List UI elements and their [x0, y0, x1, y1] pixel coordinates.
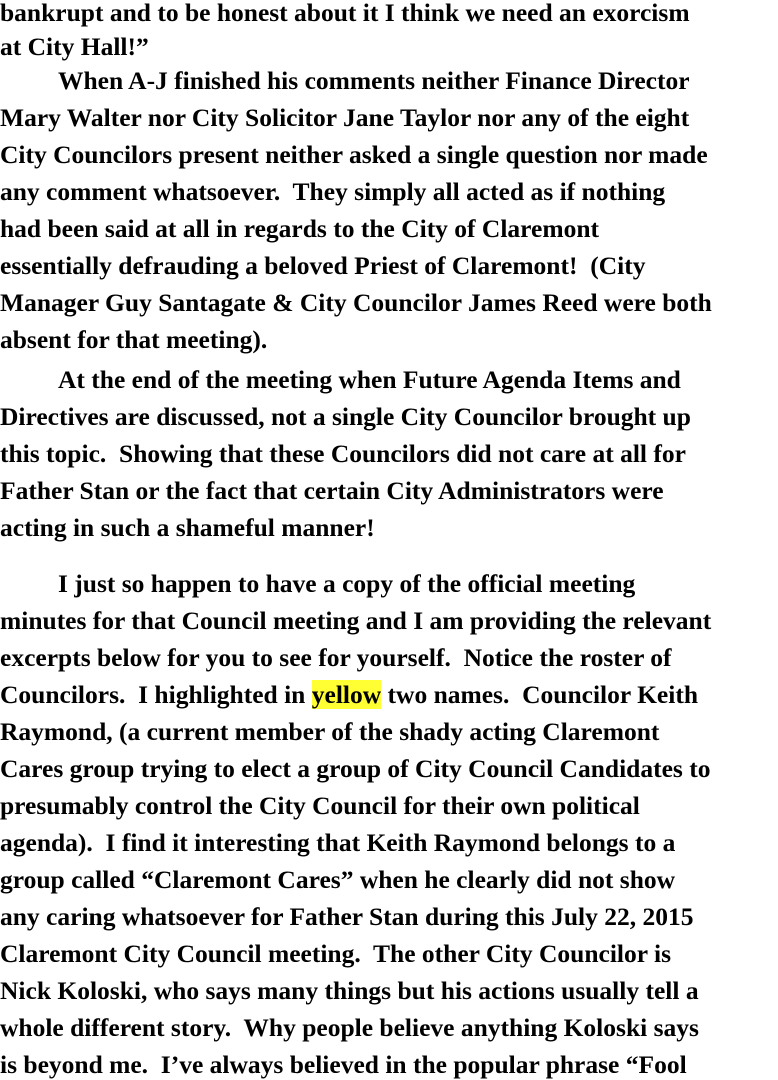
text-line: whole different story. Why people believe anything Koloski says: [0, 1013, 699, 1042]
text-line: agenda). I find it interesting that Keith Raymond belongs to a: [0, 828, 676, 857]
paragraph-first-line: When A-J finished his comments neither Finance Director: [58, 66, 690, 95]
text-segment: Councilors. I highlighted in: [0, 680, 312, 709]
text-line: essentially defrauding a beloved Priest of Claremont! (City: [0, 251, 646, 280]
text-line: bankrupt and to be honest about it I think we need an exorcism: [0, 0, 690, 27]
text-line: is beyond me. I’ve always believed in the popular phrase “Fool: [0, 1050, 687, 1079]
text-line: Directives are discussed, not a single City Councilor brought up: [0, 402, 691, 431]
text-line: Nick Koloski, who says many things but his actions usually tell a: [0, 976, 699, 1005]
text-line: at City Hall!”: [0, 32, 149, 61]
text-line: Manager Guy Santagate & City Councilor James Reed were both: [0, 288, 712, 317]
text-segment: two names. Councilor Keith: [381, 680, 699, 709]
text-line: any comment whatsoever. They simply all acted as if nothing: [0, 177, 666, 206]
text-line: absent for that meeting).: [0, 325, 268, 354]
text-line: any caring whatsoever for Father Stan during this July 22, 2015: [0, 902, 694, 931]
text-line: acting in such a shameful manner!: [0, 513, 375, 542]
paragraph-first-line: At the end of the meeting when Future Agenda Items and: [58, 365, 681, 394]
paragraph-first-line: I just so happen to have a copy of the official meeting: [58, 569, 636, 598]
text-line: Father Stan or the fact that certain City Administrators were: [0, 476, 664, 505]
text-line: had been said at all in regards to the City of Claremont: [0, 214, 600, 243]
highlighted-word: yellow: [311, 680, 382, 709]
text-line: Mary Walter nor City Solicitor Jane Taylor nor any of the eight: [0, 103, 690, 132]
text-line: group called “Claremont Cares” when he clearly did not show: [0, 865, 676, 894]
text-line: presumably control the City Council for their own political: [0, 791, 640, 820]
text-line: City Councilors present neither asked a single question nor made: [0, 140, 708, 169]
text-line-with-highlight: [0, 678, 698, 712]
text-line: minutes for that Council meeting and I am providing the relevant: [0, 606, 712, 635]
text-line: Raymond, (a current member of the shady acting Claremont: [0, 717, 660, 746]
text-line: this topic. Showing that these Councilors did not care at all for: [0, 439, 686, 468]
text-line: Claremont City Council meeting. The other City Councilor is: [0, 939, 672, 968]
text-line: Cares group trying to elect a group of City Council Candidates to: [0, 754, 711, 783]
text-line: excerpts below for you to see for yourself. Notice the roster of: [0, 643, 672, 672]
